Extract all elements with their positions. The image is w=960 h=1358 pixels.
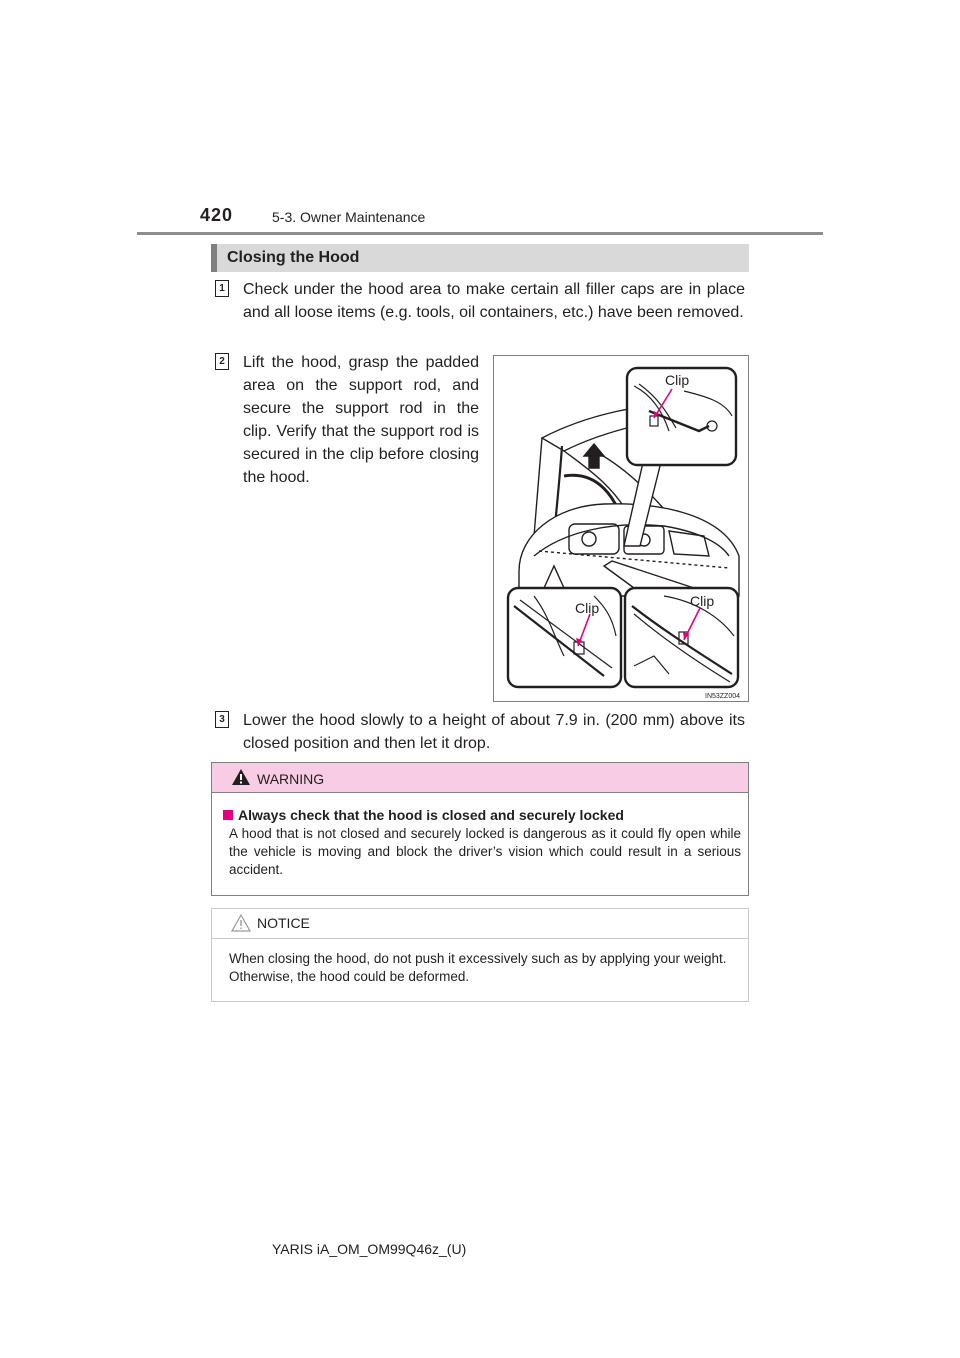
header-divider [137, 232, 823, 235]
illustration-code: IN53ZZ004 [705, 693, 741, 700]
notice-box [211, 908, 749, 1002]
notice-header [212, 909, 748, 939]
step-1-text: Check under the hood area to make certain all filler caps are in place and all loose items (e.g. tools, oil containers, etc.) have been removed. [243, 281, 745, 321]
notice-title: NOTICE [257, 915, 310, 931]
caution-triangle-icon [231, 914, 251, 932]
page-number: 420 [200, 205, 234, 225]
clip-label-right: Clip [690, 593, 715, 609]
clip-callout-right [625, 588, 738, 687]
notice-body: When closing the hood, do not push it excessively such as by applying your weight. Otherwise, the hood could be deformed. [229, 951, 727, 984]
step-3-text: Lower the hood slowly to a height of about 7.9 in. (200 mm) above its closed position and then let it drop. [243, 712, 745, 752]
step-2-number: 2 [215, 353, 229, 370]
warning-body: A hood that is not closed and securely locked is dangerous as it could fly open while the vehicle is moving and block the driver’s vision which could result in a serious accident. [229, 826, 741, 877]
bullet-square-icon [223, 810, 233, 820]
step-1-number: 1 [215, 280, 229, 297]
warning-box [211, 762, 749, 896]
step-3-number: 3 [215, 711, 229, 728]
warning-subheading-text: Always check that the hood is closed and securely locked [238, 807, 624, 823]
clip-label-top: Clip [665, 372, 690, 388]
warning-title: WARNING [257, 771, 325, 787]
section-heading: Closing the Hood [211, 244, 749, 272]
warning-header [212, 763, 748, 793]
step-2-text: Lift the hood, grasp the padded area on the support rod, and secure the support rod in the clip. Verify that the support rod is secured in the clip before closing the hood. [243, 354, 479, 486]
warning-subheading [223, 807, 624, 823]
hood-support-rod-illustration [493, 355, 749, 702]
warning-triangle-icon [231, 768, 251, 786]
engine-bay-drawing [494, 356, 748, 701]
clip-callout-left [508, 588, 621, 687]
footer-document-code: YARIS iA_OM_OM99Q46z_(U) [272, 1241, 467, 1257]
section-title: 5-3. Owner Maintenance [272, 209, 426, 225]
clip-label-left: Clip [575, 600, 600, 616]
